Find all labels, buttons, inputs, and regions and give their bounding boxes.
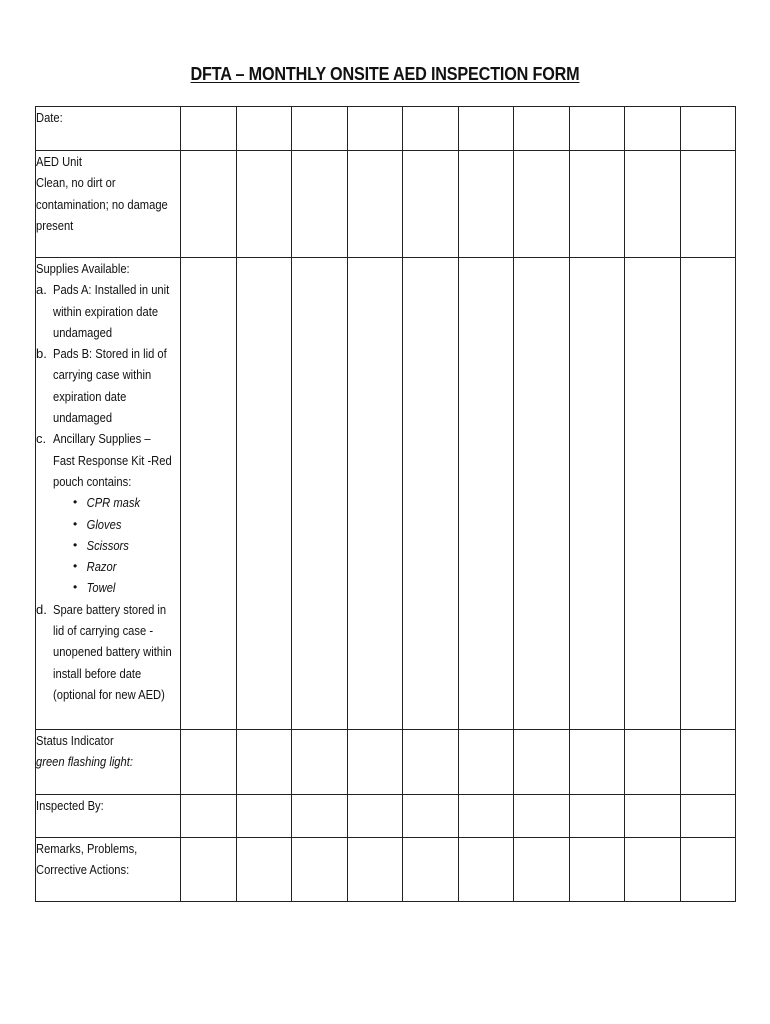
remarks-line: Corrective Actions: bbox=[36, 862, 130, 878]
aed-unit-entry-cell[interactable] bbox=[403, 151, 459, 258]
item-line: (optional for new AED) bbox=[53, 686, 165, 702]
bullet-text: Razor bbox=[86, 559, 117, 575]
supplies-entry-cell[interactable] bbox=[403, 258, 459, 730]
item-line: unopened battery within bbox=[53, 644, 172, 660]
aed-unit-line: present bbox=[36, 217, 74, 233]
supplies-entry-cell[interactable] bbox=[236, 258, 292, 730]
bullet-icon: • bbox=[73, 495, 78, 510]
supplies-label-cell bbox=[36, 258, 181, 730]
aed-unit-entry-cell[interactable] bbox=[625, 151, 681, 258]
inspected-by-entry-cell[interactable] bbox=[514, 795, 570, 838]
remarks-entry-cell[interactable] bbox=[403, 838, 459, 902]
inspected-by-entry-cell[interactable] bbox=[458, 795, 514, 838]
status-entry-cell[interactable] bbox=[680, 730, 736, 795]
supplies-entry-cell[interactable] bbox=[569, 258, 625, 730]
inspected-by-entry-cell[interactable] bbox=[181, 795, 237, 838]
date-entry-cell[interactable] bbox=[514, 107, 570, 151]
inspected-by-entry-cell[interactable] bbox=[625, 795, 681, 838]
supplies-item-b bbox=[36, 343, 180, 428]
aed-unit-entry-cell[interactable] bbox=[514, 151, 570, 258]
inspected-by-entry-cell[interactable] bbox=[347, 795, 403, 838]
bullet-item-towel bbox=[36, 577, 180, 598]
item-line: expiration date bbox=[53, 388, 127, 404]
remarks-entry-cell[interactable] bbox=[680, 838, 736, 902]
item-line: lid of carrying case - bbox=[53, 623, 154, 639]
aed-unit-line: AED Unit bbox=[36, 154, 82, 169]
supplies-entry-cell[interactable] bbox=[514, 258, 570, 730]
item-line: Fast Response Kit -Red bbox=[53, 452, 172, 468]
remarks-entry-cell[interactable] bbox=[458, 838, 514, 902]
remarks-entry-cell[interactable] bbox=[569, 838, 625, 902]
status-entry-cell[interactable] bbox=[569, 730, 625, 795]
supplies-entry-cell[interactable] bbox=[458, 258, 514, 730]
aed-unit-entry-cell[interactable] bbox=[292, 151, 348, 258]
inspected-by-row bbox=[36, 795, 736, 838]
bullet-text: Towel bbox=[86, 580, 116, 596]
remarks-line: Remarks, Problems, bbox=[36, 841, 138, 856]
item-line: install before date bbox=[53, 665, 142, 681]
inspected-by-entry-cell[interactable] bbox=[292, 795, 348, 838]
bullet-text: Gloves bbox=[86, 516, 122, 532]
date-entry-cell[interactable] bbox=[569, 107, 625, 151]
aed-unit-label-cell bbox=[36, 151, 181, 258]
date-entry-cell[interactable] bbox=[347, 107, 403, 151]
supplies-heading: Supplies Available: bbox=[36, 261, 130, 276]
bullet-item-scissors bbox=[36, 535, 180, 556]
remarks-entry-cell[interactable] bbox=[236, 838, 292, 902]
date-entry-cell[interactable] bbox=[181, 107, 237, 151]
aed-unit-entry-cell[interactable] bbox=[458, 151, 514, 258]
supplies-entry-cell[interactable] bbox=[181, 258, 237, 730]
item-line: Pads B: Stored in lid of bbox=[53, 346, 167, 362]
status-label: Status Indicator bbox=[36, 733, 114, 748]
supplies-entry-cell[interactable] bbox=[347, 258, 403, 730]
form-title: DFTA – MONTHLY ONSITE AED INSPECTION FORM bbox=[190, 64, 580, 84]
aed-unit-entry-cell[interactable] bbox=[181, 151, 237, 258]
remarks-entry-cell[interactable] bbox=[181, 838, 237, 902]
remarks-label-cell bbox=[36, 838, 181, 902]
date-entry-cell[interactable] bbox=[680, 107, 736, 151]
status-entry-cell[interactable] bbox=[292, 730, 348, 795]
aed-unit-entry-cell[interactable] bbox=[569, 151, 625, 258]
status-entry-cell[interactable] bbox=[403, 730, 459, 795]
status-entry-cell[interactable] bbox=[458, 730, 514, 795]
bullet-icon: • bbox=[73, 537, 78, 552]
date-label: Date: bbox=[36, 110, 63, 125]
bullet-icon: • bbox=[73, 580, 78, 595]
bullet-item-gloves bbox=[36, 514, 180, 535]
item-line: undamaged bbox=[53, 324, 113, 340]
supplies-item-c bbox=[36, 428, 180, 492]
date-label-cell bbox=[36, 107, 181, 151]
item-line: Spare battery stored in bbox=[53, 601, 167, 617]
date-row bbox=[36, 107, 736, 151]
aed-unit-entry-cell[interactable] bbox=[236, 151, 292, 258]
date-entry-cell[interactable] bbox=[236, 107, 292, 151]
status-sublabel: green flashing light: bbox=[36, 754, 133, 770]
supplies-entry-cell[interactable] bbox=[680, 258, 736, 730]
date-entry-cell[interactable] bbox=[458, 107, 514, 151]
inspected-by-entry-cell[interactable] bbox=[403, 795, 459, 838]
item-line: Pads A: Installed in unit bbox=[53, 282, 170, 298]
supplies-row bbox=[36, 258, 736, 730]
date-entry-cell[interactable] bbox=[292, 107, 348, 151]
remarks-entry-cell[interactable] bbox=[292, 838, 348, 902]
supplies-item-d bbox=[36, 599, 180, 705]
item-marker: a. bbox=[36, 282, 47, 298]
item-line: undamaged bbox=[53, 410, 113, 426]
item-marker: c. bbox=[36, 431, 47, 447]
bullet-item-razor bbox=[36, 556, 180, 577]
status-entry-cell[interactable] bbox=[181, 730, 237, 795]
aed-unit-row bbox=[36, 151, 736, 258]
status-entry-cell[interactable] bbox=[236, 730, 292, 795]
status-entry-cell[interactable] bbox=[625, 730, 681, 795]
remarks-entry-cell[interactable] bbox=[625, 838, 681, 902]
inspected-by-entry-cell[interactable] bbox=[680, 795, 736, 838]
supplies-item-a bbox=[36, 279, 180, 343]
bullet-text: Scissors bbox=[86, 537, 129, 553]
inspection-table bbox=[35, 106, 736, 902]
remarks-entry-cell[interactable] bbox=[514, 838, 570, 902]
status-row bbox=[36, 730, 736, 795]
inspected-by-label: Inspected By: bbox=[36, 798, 104, 813]
supplies-entry-cell[interactable] bbox=[625, 258, 681, 730]
status-label-cell bbox=[36, 730, 181, 795]
bullet-text: CPR mask bbox=[86, 495, 141, 511]
inspected-by-entry-cell[interactable] bbox=[236, 795, 292, 838]
status-entry-cell[interactable] bbox=[347, 730, 403, 795]
item-line: pouch contains: bbox=[53, 473, 132, 489]
item-marker: b. bbox=[36, 346, 47, 362]
item-line: carrying case within bbox=[53, 367, 152, 383]
item-line: within expiration date bbox=[53, 303, 159, 319]
bullet-item-cpr-mask bbox=[36, 492, 180, 513]
aed-unit-line: Clean, no dirt or bbox=[36, 175, 116, 191]
aed-unit-entry-cell[interactable] bbox=[680, 151, 736, 258]
aed-unit-entry-cell[interactable] bbox=[347, 151, 403, 258]
remarks-row bbox=[36, 838, 736, 902]
bullet-icon: • bbox=[73, 516, 78, 531]
item-line: Ancillary Supplies – bbox=[53, 431, 151, 447]
remarks-entry-cell[interactable] bbox=[347, 838, 403, 902]
date-entry-cell[interactable] bbox=[403, 107, 459, 151]
aed-unit-line: contamination; no damage bbox=[36, 196, 168, 212]
inspected-by-entry-cell[interactable] bbox=[569, 795, 625, 838]
status-entry-cell[interactable] bbox=[514, 730, 570, 795]
date-entry-cell[interactable] bbox=[625, 107, 681, 151]
bullet-icon: • bbox=[73, 559, 78, 574]
inspected-by-label-cell bbox=[36, 795, 181, 838]
item-marker: d. bbox=[36, 601, 47, 617]
supplies-entry-cell[interactable] bbox=[292, 258, 348, 730]
